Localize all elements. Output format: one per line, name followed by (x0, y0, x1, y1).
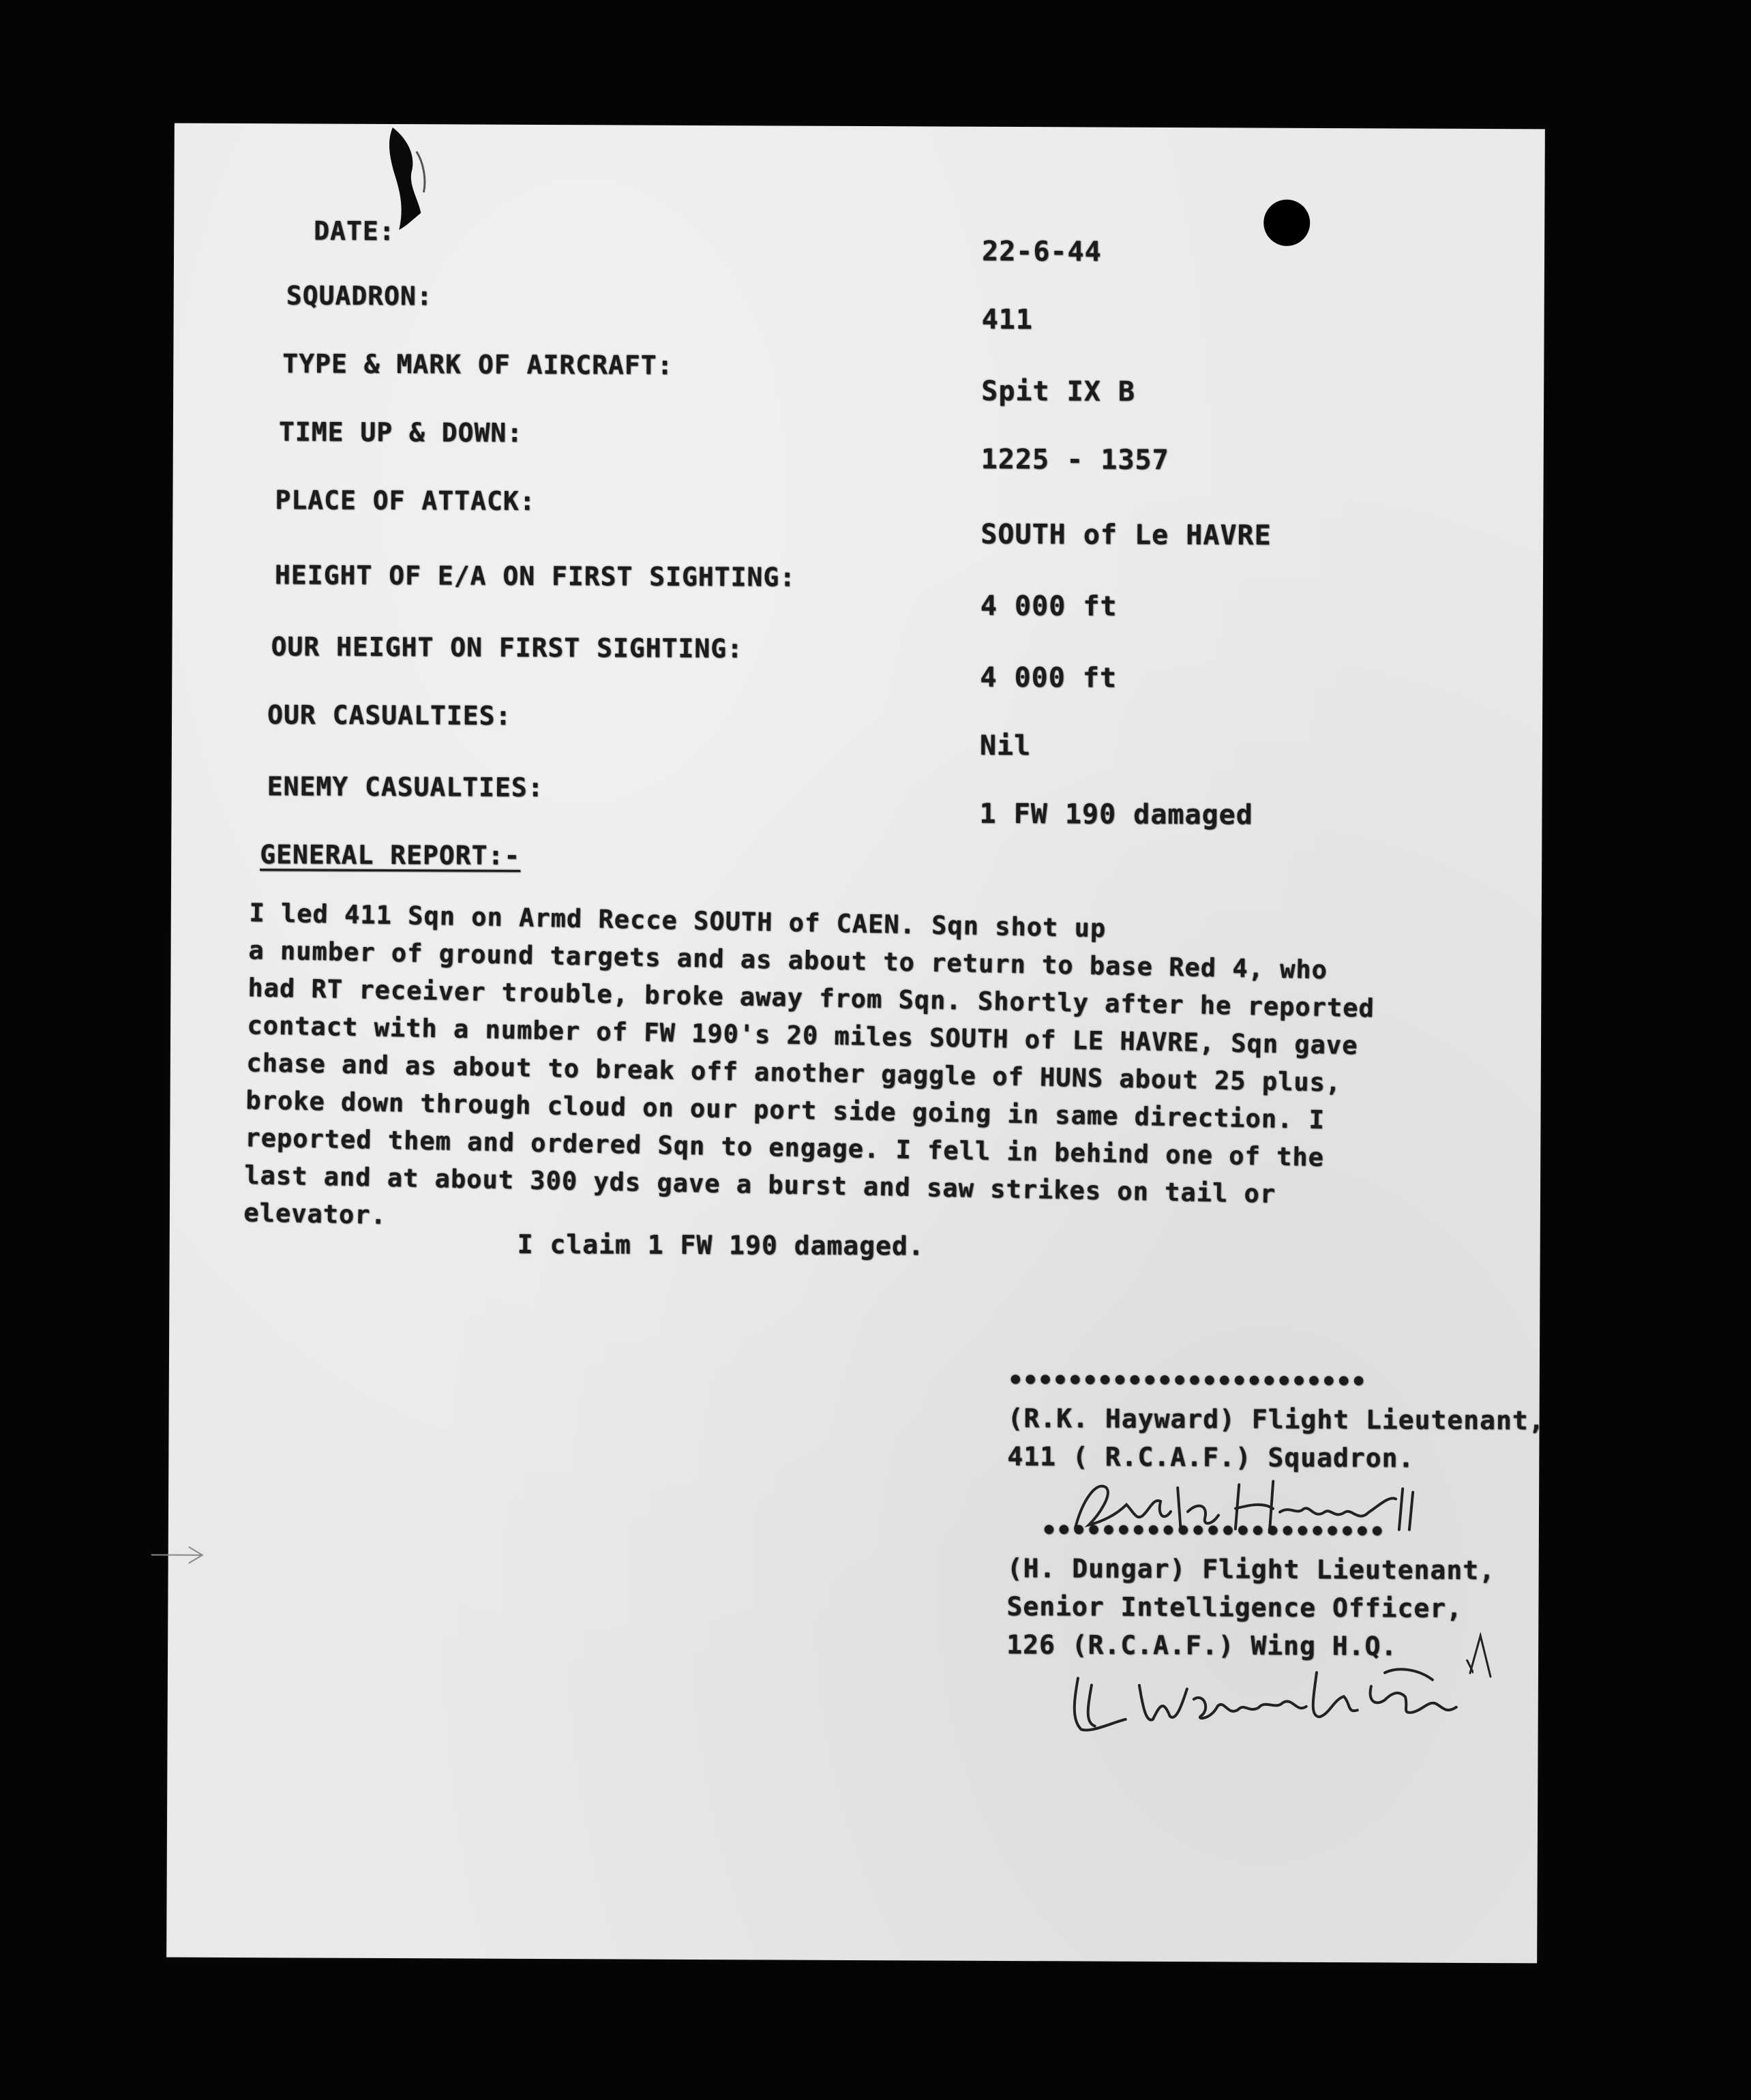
officer-signature-dots: ••••••••••••••••••••••• (1041, 1515, 1385, 1547)
field-label-squadron: SQUADRON: (286, 280, 433, 312)
field-value-place: SOUTH of Le HAVRE (981, 518, 1272, 552)
field-value-squadron: 411 (981, 303, 1033, 336)
field-value-enemy-casualties: 1 FW 190 damaged (979, 798, 1253, 831)
officer-unit: 126 (R.C.A.F.) Wing H.Q. (1006, 1629, 1398, 1662)
field-value-aircraft: Spit IX B (981, 375, 1136, 408)
field-value-our-casualties: Nil (979, 730, 1032, 762)
officer-name-rank: (H. Dungar) Flight Lieutenant, (1006, 1552, 1496, 1586)
field-label-our-height: OUR HEIGHT ON FIRST SIGHTING: (271, 631, 744, 664)
field-label-aircraft: TYPE & MARK OF AIRCRAFT: (282, 348, 674, 380)
pilot-signature-dots: •••••••••••••••••••••••• (1007, 1364, 1366, 1397)
general-report-heading: GENERAL REPORT:- (260, 839, 521, 871)
officer-signature-block (1006, 1511, 1495, 1666)
field-label-time: TIME UP & DOWN: (278, 417, 524, 448)
pilot-unit: 411 ( R.C.A.F.) Squadron. (1007, 1441, 1415, 1473)
handwritten-signature-officer (1064, 1657, 1474, 1748)
field-label-our-casualties: OUR CASUALTIES: (267, 700, 512, 731)
field-label-enemy-casualties: ENEMY CASUALTIES: (267, 771, 544, 803)
punch-hole (1263, 200, 1310, 246)
field-label-place: PLACE OF ATTACK: (275, 485, 536, 516)
field-value-our-height: 4 000 ft (980, 661, 1118, 694)
field-label-ea-height: HEIGHT OF E/A ON FIRST SIGHTING: (274, 560, 796, 592)
field-value-ea-height: 4 000 ft (980, 590, 1118, 622)
general-report-body: I led 411 Sqn on Armd Recce SOUTH of CAEN. Sqn shot up a number of ground targets and as about to return to base Red 4, who had RT receiver trouble, broke away from Sqn. Shortly after he reported contact with a number of FW 190's 20 miles SOUTH of LE HAVRE, Sqn gave chase and as about to break off another gaggle of HUNS about 25 plus, broke down through cloud on our port side going in same direction. I reported them and ordered Sqn to engage. I fell in behind one of the last and at about 300 yds gave a burst and saw strikes on tail or elevator. (243, 898, 1375, 1230)
pilot-name-rank: (R.K. Hayward) Flight Lieutenant, (1007, 1402, 1545, 1436)
pilot-signature-block (1007, 1361, 1545, 1478)
field-value-date: 22-6-44 (981, 235, 1102, 268)
pen-tick-mark (1467, 1632, 1494, 1680)
margin-arrow-mark (148, 1541, 209, 1568)
claim-statement: I claim 1 FW 190 damaged. (517, 1229, 925, 1261)
field-value-time: 1225 - 1357 (981, 443, 1169, 476)
officer-title: Senior Intelligence Officer, (1006, 1591, 1463, 1623)
field-label-date: DATE: (314, 215, 395, 247)
combat-report-sheet (166, 123, 1545, 1964)
